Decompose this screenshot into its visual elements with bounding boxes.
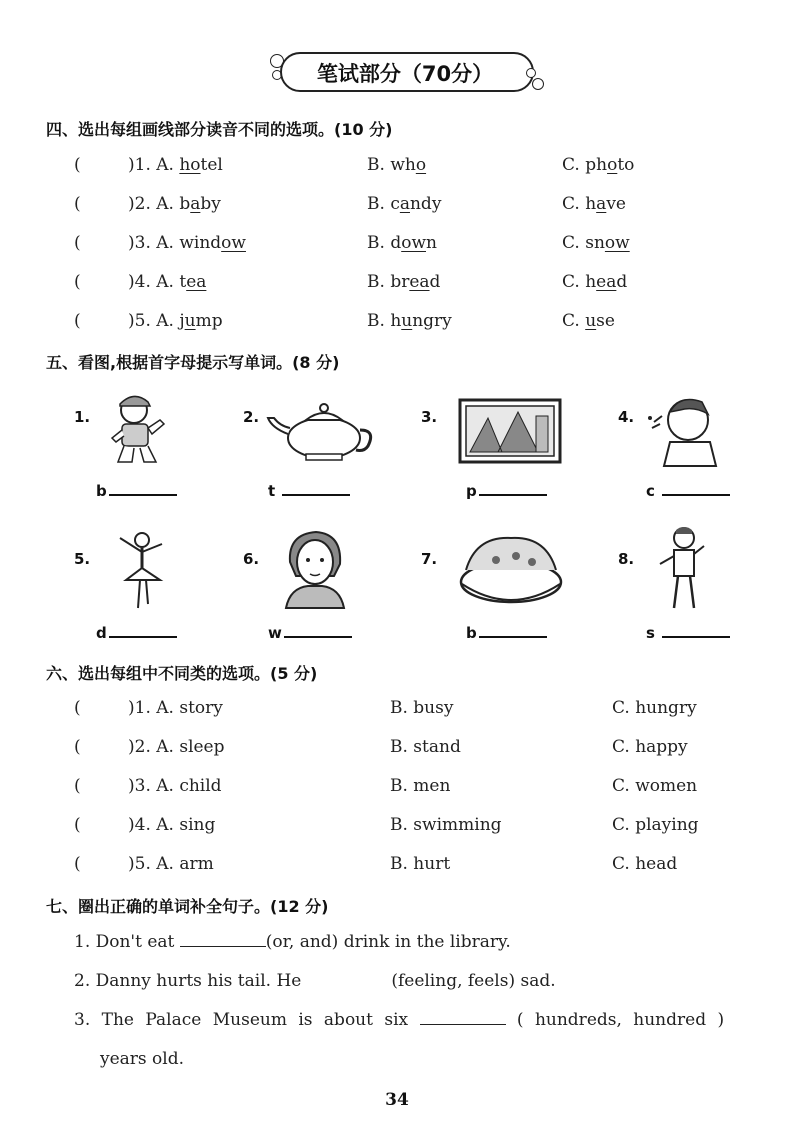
option-c: C. women [612,776,698,796]
page-title: 笔试部分（70分） [316,62,494,86]
singer-icon [650,524,716,612]
option-b: B. swimming [390,815,502,835]
sentence-3-continued: years old. [100,1049,185,1069]
option-a: )2. A. sleep [128,737,225,757]
option-c: C. have [562,194,626,214]
option-c: C. head [612,854,678,874]
answer-blank-8[interactable]: s [646,622,730,642]
picture-number: 6. [243,550,260,568]
option-c: C. head [562,272,628,292]
basket-icon [456,526,566,608]
picture-number: 5. [74,550,91,568]
option-b: B. stand [390,737,461,757]
crying-boy-icon [640,388,736,468]
answer-blank-1[interactable]: b [96,480,177,500]
picture-number: 2. [243,408,260,426]
option-c: C. hungry [612,698,697,718]
option-b: B. hurt [390,854,451,874]
dancer-icon [106,528,176,614]
answer-blank-4[interactable]: c [646,480,730,500]
sentence-1: 1. Don't eat (or, and) drink in the library. [74,932,511,952]
picture-number: 1. [74,408,91,426]
sentence-3-blank[interactable] [420,1010,506,1025]
answer-blank-7[interactable]: b [466,622,547,642]
boy-thumbs-up-icon [104,388,174,468]
teapot-icon [264,398,376,462]
answer-paren[interactable]: ( [74,194,81,214]
picture-number: 4. [618,408,635,426]
woman-portrait-icon [282,528,348,610]
answer-blank-5[interactable]: d [96,622,177,642]
option-a: )4. A. sing [128,815,216,835]
option-b: B. bread [367,272,441,292]
answer-blank-2[interactable]: t [268,480,350,500]
option-b: B. down [367,233,437,253]
option-b: B. who [367,155,427,175]
section-4-heading: 四、选出每组画线部分读音不同的选项。(10 分) [46,120,393,139]
option-c: C. snow [562,233,630,253]
answer-blank-6[interactable]: w [268,622,352,642]
option-a: )4. A. tea [128,272,207,292]
answer-paren[interactable]: ( [74,815,81,835]
option-b: B. hungry [367,311,452,331]
option-c: C. photo [562,155,635,175]
bubble-decoration [526,68,536,78]
sentence-1-blank[interactable] [180,932,266,947]
bubble-decoration [532,78,544,90]
section-6-heading: 六、选出每组中不同类的选项。(5 分) [46,664,318,683]
picture-number: 8. [618,550,635,568]
section-title-banner [270,48,544,94]
answer-paren[interactable]: ( [74,155,81,175]
option-a: )3. A. child [128,776,222,796]
answer-blank-3[interactable]: p [466,480,547,500]
option-b: B. men [390,776,451,796]
option-a: )2. A. baby [128,194,221,214]
option-a: )5. A. arm [128,854,214,874]
section-5-heading: 五、看图,根据首字母提示写单词。(8 分) [46,353,340,372]
answer-paren[interactable]: ( [74,737,81,757]
option-a: )1. A. hotel [128,155,223,175]
answer-paren[interactable]: ( [74,698,81,718]
answer-paren[interactable]: ( [74,272,81,292]
answer-paren[interactable]: ( [74,854,81,874]
option-b: B. busy [390,698,454,718]
answer-paren[interactable]: ( [74,776,81,796]
option-a: )5. A. jump [128,311,223,331]
option-a: )3. A. window [128,233,246,253]
sentence-3: 3. The Palace Museum is about six ( hundreds, hundred ) [74,1010,725,1030]
answer-paren[interactable]: ( [74,233,81,253]
answer-paren[interactable]: ( [74,311,81,331]
sentence-2: 2. Danny hurts his tail. He (feeling, feels) sad. [74,971,556,991]
option-b: B. candy [367,194,442,214]
picture-frame-icon [458,398,562,464]
section-7-heading: 七、圈出正确的单词补全句子。(12 分) [46,897,329,916]
option-a: )1. A. story [128,698,223,718]
page-number: 34 [385,1090,409,1110]
picture-number: 3. [421,408,438,426]
picture-number: 7. [421,550,438,568]
option-c: C. use [562,311,615,331]
option-c: C. happy [612,737,688,757]
option-c: C. playing [612,815,699,835]
